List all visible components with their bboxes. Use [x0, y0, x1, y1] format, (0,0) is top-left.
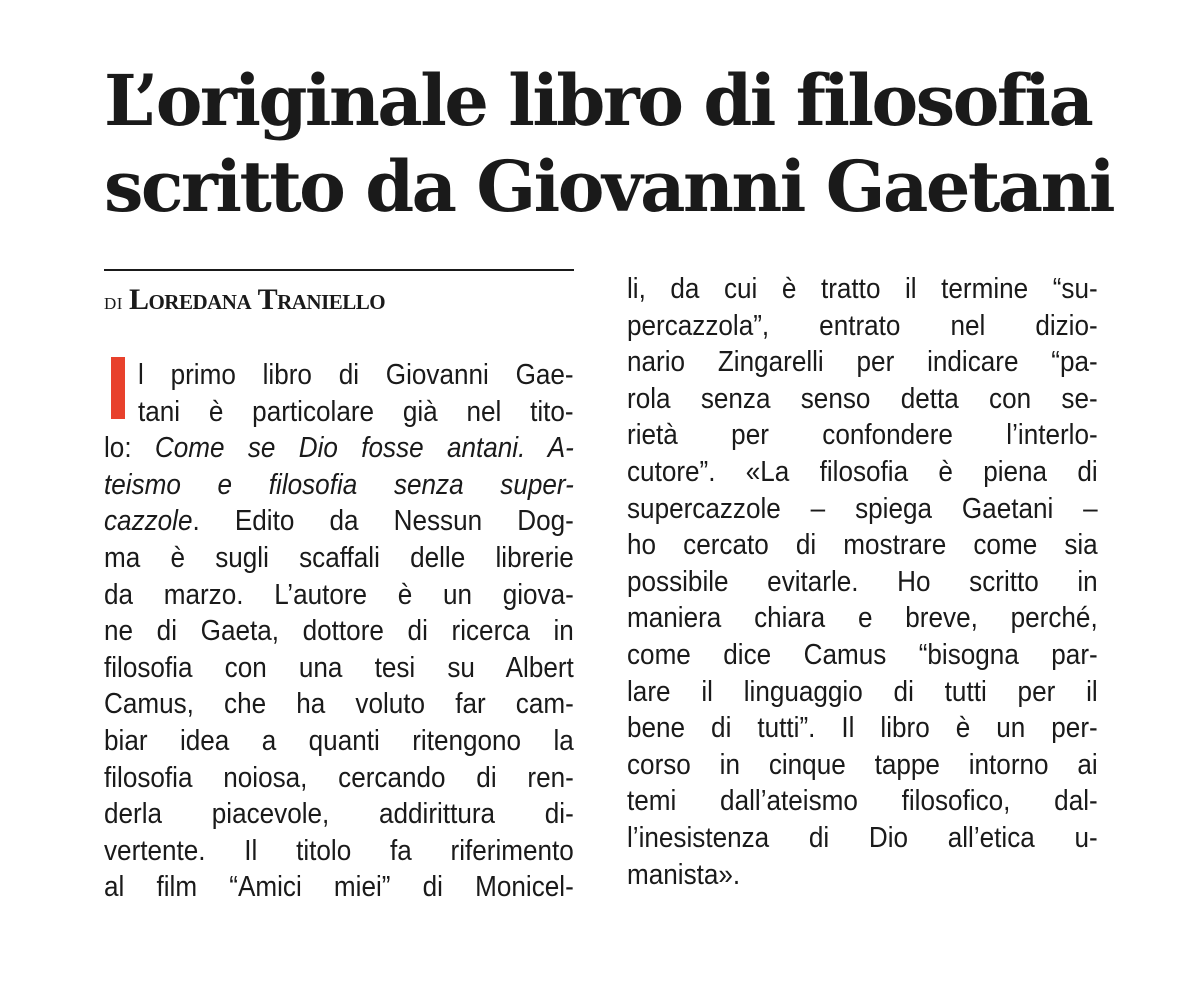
column-line: da marzo. L’autore è un giova- [104, 578, 574, 611]
column-line: rola senza senso detta con se- [627, 382, 1098, 415]
column-line: corso in cinque tappe intorno ai [627, 748, 1098, 781]
article-column-2 [627, 271, 1150, 893]
column-line: manista». [627, 858, 741, 891]
column-line: tani è particolare già nel tito- [138, 395, 574, 428]
column-line: nario Zingarelli per indicare “pa- [627, 346, 1098, 379]
column-line: come dice Camus “bisogna par- [627, 638, 1098, 671]
headline-line-2: scritto da Giovanni Gaetani [104, 145, 1114, 228]
byline-prefix: di [104, 289, 123, 315]
column-line: ne di Gaeta, dottore di ricerca in [104, 615, 574, 648]
column-line: supercazzole – spiega Gaetani – [627, 492, 1098, 525]
column-line [104, 503, 574, 540]
column-line: cutore”. «La filosofia è piena di [627, 455, 1098, 488]
book-title-line: teismo e filosofia senza super- [104, 468, 574, 501]
article-column-1 [104, 357, 626, 906]
column-line: derla piacevole, addirittura di- [104, 798, 574, 831]
column-line: biar idea a quanti ritengono la [104, 724, 574, 757]
column-line: ma è sugli scaffali delle librerie [104, 541, 574, 574]
headline-line-1: L’originale libro di filosofia [104, 59, 1092, 142]
column-line: bene di tutti”. Il libro è un per- [627, 712, 1098, 745]
column-line: al film “Amici miei” di Monicel- [104, 871, 574, 904]
byline-author: Loredana Traniello [128, 283, 386, 316]
column-line: lare il linguaggio di tutti per il [627, 675, 1098, 708]
column-text: . Edito da Nessun Dog- [192, 505, 574, 538]
column-line [104, 430, 574, 467]
column-text: lo: [104, 432, 155, 465]
column-line: l primo libro di Giovanni Gae- [138, 359, 574, 391]
column-line: possibile evitarle. Ho scritto in [627, 565, 1098, 598]
article-headline [104, 58, 1124, 230]
column-line: rietà per confondere l’interlo- [627, 419, 1098, 452]
column-line: maniera chiara e breve, perché, [627, 602, 1098, 635]
byline-rule [104, 269, 574, 271]
column-line: percazzola”, entrato nel dizio- [627, 309, 1098, 342]
book-title-text: cazzole [104, 505, 193, 538]
column-line: temi dall’ateismo filosofico, dal- [627, 785, 1098, 818]
column-line: Camus, che ha voluto far cam- [104, 688, 574, 721]
column-line: filosofia noiosa, cercando di ren- [104, 761, 574, 794]
column-line: li, da cui è tratto il termine “su- [627, 273, 1098, 305]
column-line: vertente. Il titolo fa riferimento [104, 834, 574, 867]
column-line: ho cercato di mostrare come sia [627, 529, 1098, 562]
byline [104, 283, 385, 319]
column-line: filosofia con una tesi su Albert [104, 651, 574, 684]
book-title-text: Come se Dio fosse antani. A- [154, 432, 574, 465]
column-line: l’inesistenza di Dio all’etica u- [627, 821, 1098, 854]
